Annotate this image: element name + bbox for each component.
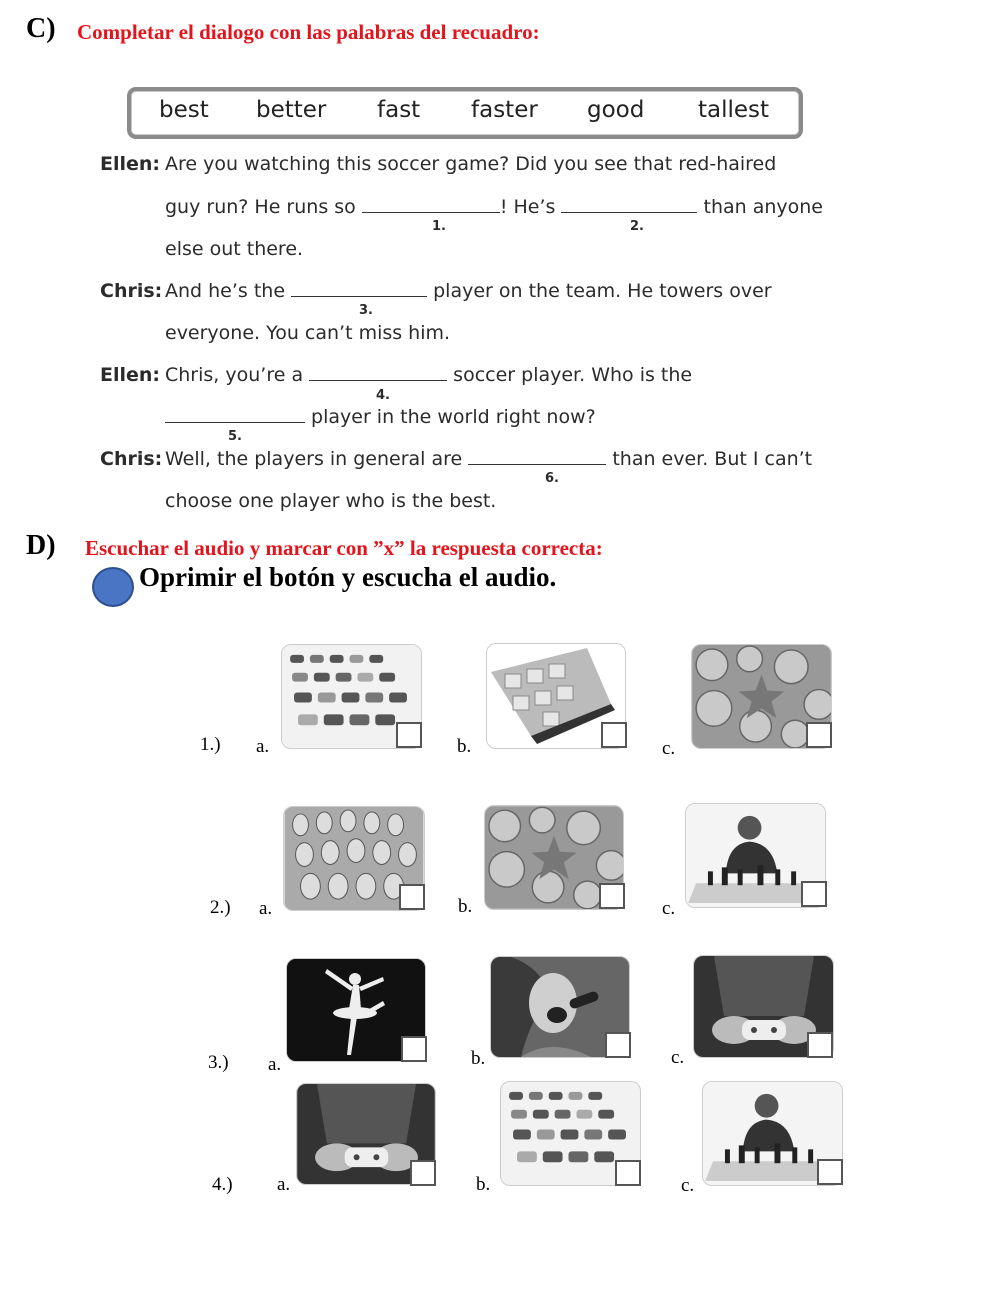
blank-1[interactable] xyxy=(362,196,500,213)
dialog-text: Well, the players in general are xyxy=(165,448,469,470)
blank-number: 4. xyxy=(376,388,390,403)
answer-checkbox[interactable] xyxy=(807,1032,833,1058)
question-label: 3.) xyxy=(208,1052,229,1073)
answer-checkbox[interactable] xyxy=(806,722,832,748)
answer-checkbox[interactable] xyxy=(410,1160,436,1186)
dialog-text: player on the team. He towers over xyxy=(427,280,772,302)
dialog-line: choose one player who is the best. xyxy=(165,490,497,512)
speaker-label: Chris: xyxy=(100,448,163,470)
section-d-title: Escuchar el audio y marcar con ”x” la respuesta correcta: xyxy=(85,536,603,560)
option-letter: a. xyxy=(277,1174,291,1195)
option-letter: a. xyxy=(256,736,270,757)
answer-checkbox[interactable] xyxy=(599,883,625,909)
question-label: 1.) xyxy=(200,734,221,755)
answer-checkbox[interactable] xyxy=(817,1159,843,1185)
blank-2[interactable] xyxy=(561,196,697,213)
question-label: 2.) xyxy=(210,897,231,918)
answer-checkbox[interactable] xyxy=(605,1032,631,1058)
blank-4[interactable] xyxy=(309,364,447,381)
audio-instruction: Oprimir el botón y escucha el audio. xyxy=(139,562,557,592)
dialog-line xyxy=(165,196,823,218)
dialog-text: guy run? He runs so xyxy=(165,196,362,218)
dialog-line xyxy=(165,448,812,470)
section-c-title: Completar el dialogo con las palabras del recuadro: xyxy=(77,20,540,44)
dialog-line: everyone. You can’t miss him. xyxy=(165,322,451,344)
answer-checkbox[interactable] xyxy=(601,722,627,748)
section-c-letter: C) xyxy=(26,13,56,44)
dialog-line: Are you watching this soccer game? Did you see that red-haired xyxy=(165,153,777,175)
dialog-line xyxy=(165,364,692,386)
blank-number: 1. xyxy=(432,219,446,234)
word-bank-item: good xyxy=(587,97,645,123)
blank-number: 3. xyxy=(359,303,373,318)
blank-6[interactable] xyxy=(468,448,606,465)
dialog-text: And he’s the xyxy=(165,280,292,302)
dialog-text: player in the world right now? xyxy=(305,406,596,428)
answer-checkbox[interactable] xyxy=(615,1160,641,1186)
option-letter: b. xyxy=(476,1174,491,1195)
dialog-text: than ever. But I can’t xyxy=(606,448,813,470)
option-letter: b. xyxy=(471,1048,486,1069)
blank-number: 5. xyxy=(228,429,242,444)
blank-5[interactable] xyxy=(165,406,305,423)
option-letter: b. xyxy=(458,896,473,917)
question-label: 4.) xyxy=(212,1174,233,1195)
dialog-line xyxy=(165,280,772,302)
option-letter: c. xyxy=(681,1175,695,1196)
answer-checkbox[interactable] xyxy=(396,722,422,748)
blank-number: 2. xyxy=(630,219,644,234)
blank-number: 6. xyxy=(545,471,559,486)
answer-checkbox[interactable] xyxy=(801,881,827,907)
option-letter: b. xyxy=(457,736,472,757)
option-letter: c. xyxy=(662,898,676,919)
option-letter: c. xyxy=(662,738,676,759)
word-bank xyxy=(127,87,803,139)
word-bank-item: faster xyxy=(471,97,538,123)
option-letter: c. xyxy=(671,1047,685,1068)
word-bank-item: tallest xyxy=(698,97,770,123)
answer-checkbox[interactable] xyxy=(399,884,425,910)
word-bank-item: best xyxy=(159,97,209,123)
dialog-text: Chris, you’re a xyxy=(165,364,310,386)
blank-3[interactable] xyxy=(291,280,427,297)
word-bank-item: fast xyxy=(377,97,421,123)
speaker-label: Ellen: xyxy=(100,153,161,175)
dialog-line: else out there. xyxy=(165,238,304,260)
dialog-text: ! He’s xyxy=(499,196,562,218)
word-bank-item: better xyxy=(256,97,327,123)
speaker-label: Ellen: xyxy=(100,364,161,386)
option-letter: a. xyxy=(268,1054,282,1075)
speaker-label: Chris: xyxy=(100,280,163,302)
section-d-letter: D) xyxy=(26,530,56,561)
dialog-text: soccer player. Who is the xyxy=(447,364,693,386)
answer-checkbox[interactable] xyxy=(401,1036,427,1062)
dialog-text: than anyone xyxy=(697,196,823,218)
audio-play-button[interactable] xyxy=(92,567,134,607)
dialog-line xyxy=(165,406,596,428)
option-letter: a. xyxy=(259,898,273,919)
